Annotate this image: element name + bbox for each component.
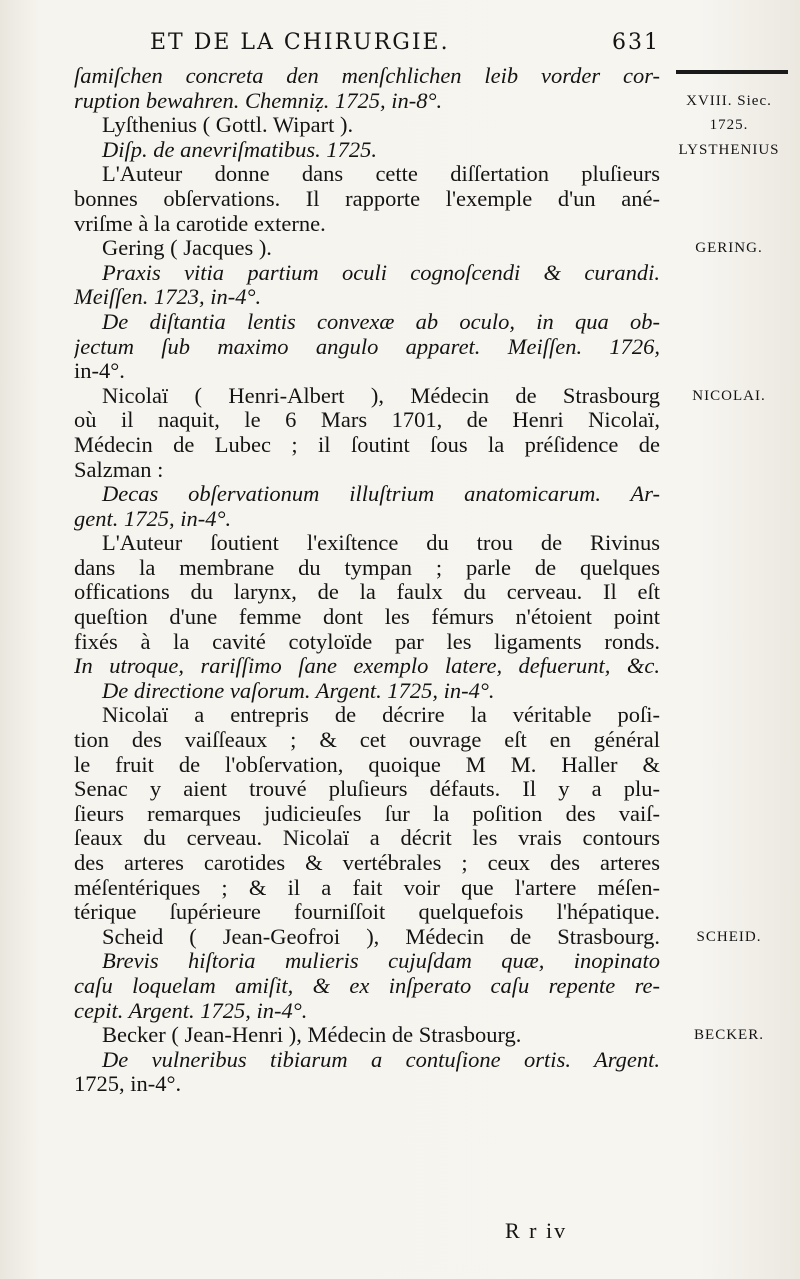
text-line: Praxis vitia partium oculi cognoſcendi & curandi. — [102, 260, 660, 285]
text-line: Brevis hiſtoria mulieris cujuſdam quæ, inopinato — [102, 949, 660, 974]
text-line: Meiſſen. 1723, in-4°. — [74, 284, 262, 310]
text-line: bonnes obſervations. Il rapporte l'exemple d'un ané- — [74, 186, 660, 211]
text-line: In utroque, rariſſimo ſane exemplo latere, defuerunt, &c. — [74, 654, 660, 679]
text-line: queſtion d'une femme dont les fémurs n'étoient point — [74, 605, 660, 630]
text-line: Salzman : — [74, 456, 164, 482]
text-line: Nicolaï ( Henri-Albert ), Médecin de Strasbourg — [102, 383, 660, 408]
text-line: L'Auteur ſoutient l'exiſtence du trou de Rivinus — [102, 531, 660, 556]
text-line: De diſtantia lentis convexæ ab oculo, in qua ob- — [102, 309, 660, 334]
text-line: Scheid ( Jean-Geofroi ), Médecin de Strasbourg. — [102, 924, 660, 949]
text-line: des arteres carotides & vertébrales ; ceux des arteres — [74, 851, 660, 875]
text-line: Nicolaï a entrepris de décrire la véritable poſi- — [102, 703, 660, 728]
text-line: gent. 1725, in-4°. — [74, 505, 232, 531]
text-line: Médecin de Lubec ; il ſoutint ſous la préſidence de — [74, 432, 660, 457]
margin-note: BECKER. — [694, 1027, 764, 1044]
text-line: tion des vaiſſeaux ; & cet ouvrage eſt en général — [74, 728, 660, 753]
text-line: Becker ( Jean-Henri ), Médecin de Strasbourg. — [102, 1022, 522, 1048]
text-line: où il naquit, le 6 Mars 1701, de Henri Nicolaï, — [74, 408, 660, 433]
text-line: offications du larynx, de la faulx du cerveau. Il eſt — [74, 580, 660, 605]
text-line: Decas obſervationum illuſtrium anatomicarum. Ar- — [102, 482, 660, 507]
signature-mark: R r iv — [505, 1218, 568, 1243]
text-line: 1725, in-4°. — [74, 1071, 182, 1097]
page-number: 631 — [612, 30, 660, 55]
text-line: De vulneribus tibiarum a contuſione ortis. Argent. — [102, 1047, 660, 1072]
text-line: caſu loquelam amiſit, & ex inſperato caſu repente re- — [74, 973, 660, 998]
margin-note: XVIII. Siec. — [686, 92, 772, 109]
text-line: ruption bewahren. Chemniẓ. 1725, in-8°. — [74, 87, 443, 113]
text-line: Gering ( Jacques ). — [102, 235, 272, 261]
margin-note: SCHEID. — [696, 929, 762, 945]
text-line: vriſme à la carotide externe. — [74, 210, 326, 236]
text-line: Lyſthenius ( Gottl. Wipart ). — [102, 112, 354, 138]
text-line: méſentériques ; & il a fait voir que l'artere méſen- — [74, 875, 660, 900]
text-column — [74, 64, 660, 1097]
margin-note: NICOLAI. — [692, 387, 766, 404]
text-line: ſamiſchen concreta den menſchlichen leib vorder cor- — [74, 64, 660, 88]
text-line: cepit. Argent. 1725, in-4°. — [74, 997, 308, 1023]
margin-note: 1725. — [709, 117, 749, 134]
running-title: ET DE LA CHIRURGIE. — [150, 30, 450, 55]
text-line: jectum ſub maximo angulo apparet. Meiſſen. 1726, — [74, 334, 660, 359]
margin-rule — [676, 70, 788, 74]
margin-note: LYSTHENIUS — [678, 141, 780, 158]
text-line: ſeaux du cerveau. Nicolaï a décrit les vrais contours — [74, 826, 660, 851]
text-line: ſieurs remarques judicieuſes ſur la poſition des vaiſ- — [74, 801, 660, 826]
text-line: térique ſupérieure fourniſſoit quelquefois l'hépatique. — [74, 900, 660, 925]
text-line: le fruit de l'obſervation, quoique M M. Haller & — [74, 752, 660, 777]
text-line: fixés à la cavité cotyloïde par les ligaments ronds. — [74, 629, 660, 654]
text-line: L'Auteur donne dans cette diſſertation pluſieurs — [102, 162, 660, 187]
text-line: dans la membrane du tympan ; parle de quelques — [74, 555, 660, 580]
margin-note: GERING. — [695, 240, 763, 257]
text-line: Senac y aient trouvé pluſieurs défauts. Il y a plu- — [74, 777, 660, 802]
text-line: Diſp. de anevriſmatibus. 1725. — [102, 136, 377, 162]
text-line: in-4°. — [74, 358, 125, 384]
text-line: De directione vaſorum. Argent. 1725, in-4°. — [102, 677, 495, 703]
